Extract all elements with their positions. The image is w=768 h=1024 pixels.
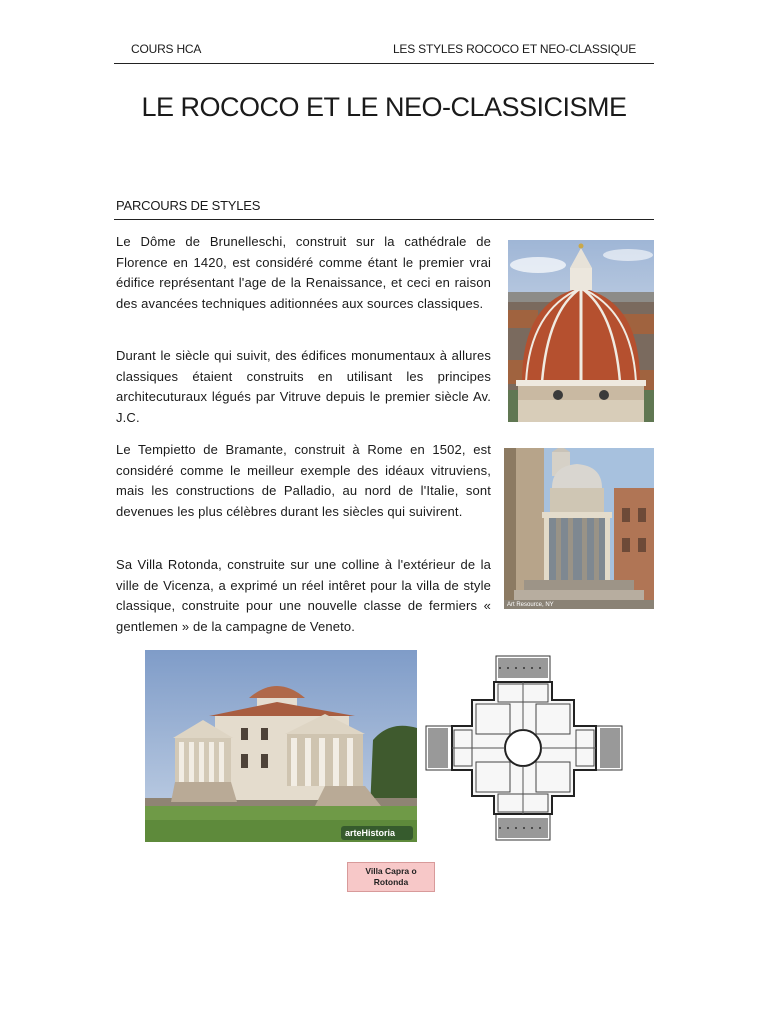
image-caption: Villa Capra o Rotonda — [347, 862, 435, 892]
dome-florence-photo — [508, 240, 654, 422]
artehistoria-watermark: arteHistoria — [345, 828, 396, 838]
villa-floor-plan — [424, 654, 624, 842]
header-course: COURS HCA — [131, 42, 202, 56]
paragraph-vitruve: Durant le siècle qui suivit, des édifices monumentaux à allures classiques étaient construits en utilisant les principes architecuturaux légués par Vitruve depuis le premier siècle Av. J.C. — [116, 348, 491, 425]
header-topic: LES STYLES ROCOCO ET NEO-CLASSIQUE — [392, 42, 636, 56]
header-rule — [114, 63, 654, 64]
tempietto-photo — [504, 448, 654, 609]
page-title: LE ROCOCO ET LE NEO-CLASSICISME — [141, 92, 627, 122]
paragraph-brunelleschi: Le Dôme de Brunelleschi, construit sur la cathédrale de Florence en 1420, est considéré comme étant le premier vrai édifice représentant l'age de la Renaissance, et ceci en raison des avancées techniques aditionnées aux sources classiques. — [116, 234, 491, 311]
villa-rotonda-photo — [145, 650, 417, 842]
tempietto-credit: Art Resource, NY — [507, 602, 554, 608]
paragraph-villa-rotonda: Sa Villa Rotonda, construite sur une colline à l'extérieur de la ville de Vicenza, a exprimé un réel intêret pour la villa de style classique, construite pour une nouvelle classe de fermiers « gentlemen » de la campagne de Veneto. — [116, 557, 491, 634]
section-rule — [114, 219, 654, 220]
paragraph-tempietto: Le Tempietto de Bramante, construit à Rome en 1502, est considéré comme le meilleur exemple des idéaux vitruviens, mais les constructions de Palladio, au nord de l'Italie, sont devenues les plus célèbres durant les siècles qui suivirent. — [116, 442, 491, 519]
section-title: PARCOURS DE STYLES — [116, 198, 261, 213]
